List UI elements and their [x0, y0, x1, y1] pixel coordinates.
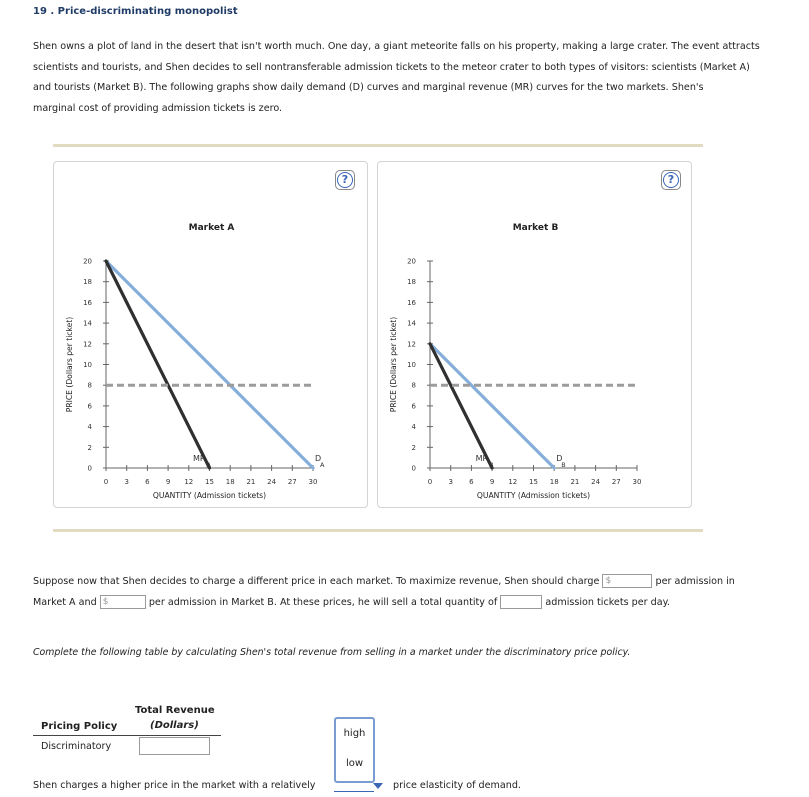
- dropdown-option-high[interactable]: high: [343, 728, 366, 739]
- market-a-x-tick-label: 18: [225, 478, 235, 486]
- market-a-chart-title: Market A: [188, 223, 235, 233]
- market-b-series-d-b: [430, 344, 554, 468]
- total-revenue-input[interactable]: [139, 737, 210, 755]
- market-b-y-tick-label: 10: [407, 361, 416, 369]
- market-b-y-tick-label: 20: [407, 257, 416, 266]
- market-b-x-tick-label: 21: [570, 478, 580, 486]
- market-a-x-tick-label: 15: [205, 478, 214, 486]
- chevron-down-icon[interactable]: [373, 783, 383, 789]
- market-b-chart: [378, 162, 691, 507]
- market-b-y-tick-label: 14: [407, 319, 416, 328]
- table-instruction: Complete the following table by calculating Shen's total revenue from selling in a market under the discriminatory price policy.: [33, 647, 631, 658]
- market-b-series-mr-b: [430, 344, 492, 468]
- market-a-x-axis-label: QUANTITY (Admission tickets): [152, 491, 267, 500]
- market-a-y-tick-label: 14: [83, 319, 92, 328]
- market-b-y-tick-label: 6: [411, 402, 416, 411]
- dropdown-underline: [334, 791, 374, 792]
- pricing-text: Market A and: [33, 596, 97, 608]
- market-a-y-tick-label: 20: [83, 257, 92, 266]
- market-b-y-axis-label: PRICE (Dollars per ticket): [389, 316, 398, 413]
- market-b-x-tick-label: 15: [529, 478, 538, 486]
- market-a-series-label-main: MR: [193, 454, 206, 463]
- market-a-x-tick-label: 24: [267, 478, 277, 486]
- market-a-series-d-a: [106, 261, 313, 468]
- market-b-chart-title: Market B: [512, 223, 559, 233]
- help-icon: ?: [337, 172, 353, 188]
- market-b-x-tick-label: 6: [469, 478, 474, 486]
- market-b-y-tick-label: 4: [411, 423, 416, 432]
- intro-paragraph: [33, 37, 798, 119]
- market-a-y-tick-label: 18: [83, 278, 92, 287]
- market-b-series-label-sub: B: [489, 461, 494, 469]
- table-header-dollars: (Dollars): [150, 720, 199, 731]
- market-b-y-tick-label: 8: [411, 381, 416, 390]
- market-a-y-tick-label: 2: [87, 443, 92, 452]
- dropdown-option-low[interactable]: low: [345, 758, 364, 769]
- market-a-x-tick-label: 30: [308, 478, 318, 486]
- market-a-y-tick-label: 6: [87, 402, 92, 411]
- market-b-x-tick-label: 3: [448, 478, 453, 486]
- market-b-x-tick-label: 30: [632, 478, 642, 486]
- intro-line: marginal cost of providing admission tickets is zero.: [33, 102, 283, 114]
- market-a-x-tick-label: 27: [287, 478, 297, 486]
- price-market-a-input[interactable]: $: [602, 574, 652, 588]
- intro-line: and tourists (Market B). The following graphs show daily demand (D) curves and marginal revenue (MR) curves for the two markets. Shen's: [33, 82, 704, 93]
- market-b-y-tick-label: 0: [411, 464, 416, 473]
- pricing-question: [33, 572, 803, 613]
- question-title: 19 . Price-discriminating monopolist: [33, 6, 238, 17]
- elasticity-text-end: price elasticity of demand.: [393, 780, 521, 791]
- market-b-x-axis-label: QUANTITY (Admission tickets): [476, 491, 591, 500]
- market-b-panel: [377, 161, 692, 508]
- market-a-x-tick-label: 21: [246, 478, 256, 486]
- market-a-series-label-sub: A: [206, 461, 211, 469]
- market-a-y-tick-label: 0: [87, 464, 92, 473]
- intro-line: Shen owns a plot of land in the desert that isn't worth much. One day, a giant meteorite falls on his property, making a large crater. The event attracts: [33, 41, 760, 52]
- market-a-x-tick-label: 9: [165, 478, 171, 486]
- market-a-x-tick-label: 6: [145, 478, 150, 486]
- market-b-x-tick-label: 12: [508, 478, 518, 486]
- price-market-b-input[interactable]: $: [100, 595, 146, 609]
- market-b-x-tick-label: 0: [427, 478, 433, 486]
- market-a-x-tick-label: 0: [103, 478, 109, 486]
- market-a-y-axis-label: PRICE (Dollars per ticket): [65, 316, 74, 413]
- market-b-y-tick-label: 12: [407, 340, 416, 349]
- market-b-x-tick-label: 18: [549, 478, 559, 486]
- elasticity-text-start: Shen charges a higher price in the market with a relatively: [33, 780, 316, 791]
- market-a-y-tick-label: 8: [87, 381, 92, 390]
- market-b-x-tick-label: 24: [591, 478, 601, 486]
- divider-top: [53, 144, 703, 147]
- elasticity-dropdown[interactable]: [334, 717, 375, 783]
- intro-line: scientists and tourists, and Shen decides to sell nontransferable admission tickets to the meteor crater to both types of visitors: scientists (Market A): [33, 61, 750, 73]
- market-a-x-tick-label: 12: [184, 478, 194, 486]
- market-a-y-tick-label: 16: [83, 298, 92, 307]
- market-b-x-tick-label: 27: [611, 478, 621, 486]
- market-a-chart: [54, 162, 367, 507]
- table-header-policy: Pricing Policy: [41, 721, 118, 732]
- help-icon: ?: [663, 172, 679, 188]
- market-a-y-tick-label: 12: [83, 340, 92, 349]
- table-rule: [33, 735, 221, 736]
- market-a-y-tick-label: 10: [83, 361, 92, 369]
- market-b-x-tick-label: 9: [489, 478, 495, 486]
- table-header-revenue: Total Revenue: [135, 705, 215, 716]
- market-a-y-tick-label: 4: [87, 423, 92, 432]
- table-row-discriminatory: Discriminatory: [41, 741, 112, 752]
- market-b-series-label-main: MR: [475, 454, 489, 463]
- pricing-text: per admission in: [655, 576, 735, 587]
- market-a-series-mr-a: [106, 261, 210, 468]
- pricing-text: per admission in Market B. At these prices, he will sell a total quantity of: [148, 596, 498, 608]
- market-a-panel: [53, 161, 368, 508]
- market-b-series-label-sub: B: [561, 461, 566, 469]
- total-quantity-input[interactable]: [500, 595, 542, 609]
- market-b-series-label-main: D: [556, 454, 563, 463]
- pricing-text: Suppose now that Shen decides to charge a different price in each market. To maximize revenue, Shen should charge: [33, 576, 600, 587]
- market-b-y-tick-label: 16: [407, 298, 416, 307]
- divider-bottom: [53, 529, 703, 532]
- market-a-x-tick-label: 3: [124, 478, 129, 486]
- market-a-series-label-sub: A: [320, 461, 325, 469]
- market-b-y-tick-label: 2: [411, 443, 416, 452]
- pricing-text: admission tickets per day.: [545, 596, 670, 608]
- market-b-y-tick-label: 18: [407, 278, 416, 287]
- market-a-series-label-main: D: [315, 454, 322, 463]
